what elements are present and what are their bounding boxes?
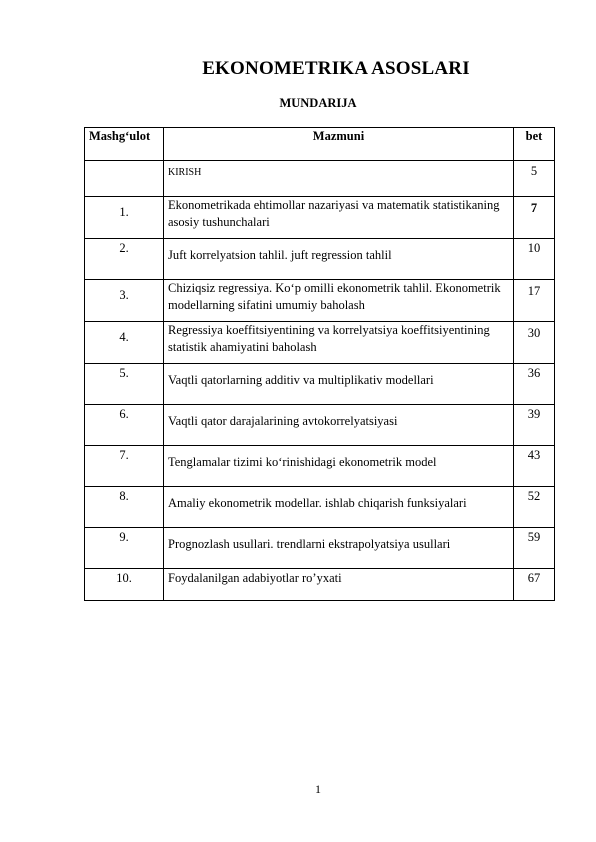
header-page: bet (514, 128, 555, 161)
table-row (85, 528, 555, 569)
row-title: Chiziqsiz regressiya. Ko‘p omilli ekonometrik tahlil. Ekonometrik modellarning sifatini umumiy baholash (164, 280, 514, 322)
row-number: 6. (85, 405, 164, 446)
document-title: EKONOMETRIKA ASOSLARI (202, 58, 470, 79)
table-row (85, 569, 555, 601)
row-title: Prognozlash usullari. trendlarni ekstrapolyatsiya usullari (164, 528, 514, 569)
row-number: 4. (85, 322, 164, 364)
table-row (85, 280, 555, 322)
row-number: 5. (85, 364, 164, 405)
row-title: Vaqtli qatorlarning additiv va multiplikativ modellari (164, 364, 514, 405)
row-page: 59 (514, 528, 555, 569)
row-title: Vaqtli qator darajalarining avtokorrelyatsiyasi (164, 405, 514, 446)
row-title: Foydalanilgan adabiyotlar ro’yxati (164, 569, 514, 601)
row-title: KIRISH (164, 161, 514, 197)
header-lesson: Mashg‘ulot (85, 128, 164, 161)
row-page: 10 (514, 239, 555, 280)
row-page: 30 (514, 322, 555, 364)
row-title: Juft korrelyatsion tahlil. juft regression tahlil (164, 239, 514, 280)
row-page: 43 (514, 446, 555, 487)
row-number: 10. (85, 569, 164, 601)
row-page: 39 (514, 405, 555, 446)
row-title: Amaliy ekonometrik modellar. ishlab chiqarish funksiyalari (164, 487, 514, 528)
row-title: Ekonometrikada ehtimollar nazariyasi va matematik statistikaning asosiy tushunchalari (164, 197, 514, 239)
table-row (85, 239, 555, 280)
page-number: 1 (315, 782, 321, 796)
row-number: 1. (85, 197, 164, 239)
table-row (85, 161, 555, 197)
row-page: 67 (514, 569, 555, 601)
row-number: 7. (85, 446, 164, 487)
table-row (85, 322, 555, 364)
row-page: 17 (514, 280, 555, 322)
table-row (85, 487, 555, 528)
row-number: 9. (85, 528, 164, 569)
row-number: 8. (85, 487, 164, 528)
table-row (85, 364, 555, 405)
contents-heading: MUNDARIJA (279, 96, 357, 110)
row-title: Tenglamalar tizimi ko‘rinishidagi ekonometrik model (164, 446, 514, 487)
row-number (85, 161, 164, 197)
row-number: 2. (85, 239, 164, 280)
row-page: 52 (514, 487, 555, 528)
row-page: 36 (514, 364, 555, 405)
row-title: Regressiya koeffitsiyentining va korrelyatsiya koeffitsiyentining statistik ahamiyatini baholash (164, 322, 514, 364)
table-row (85, 446, 555, 487)
table-row (85, 197, 555, 239)
row-number: 3. (85, 280, 164, 322)
header-content: Mazmuni (164, 128, 514, 161)
row-page: 5 (514, 161, 555, 197)
table-of-contents (84, 127, 555, 601)
row-page: 7 (514, 197, 555, 239)
table-header-row (85, 128, 555, 161)
table-row (85, 405, 555, 446)
